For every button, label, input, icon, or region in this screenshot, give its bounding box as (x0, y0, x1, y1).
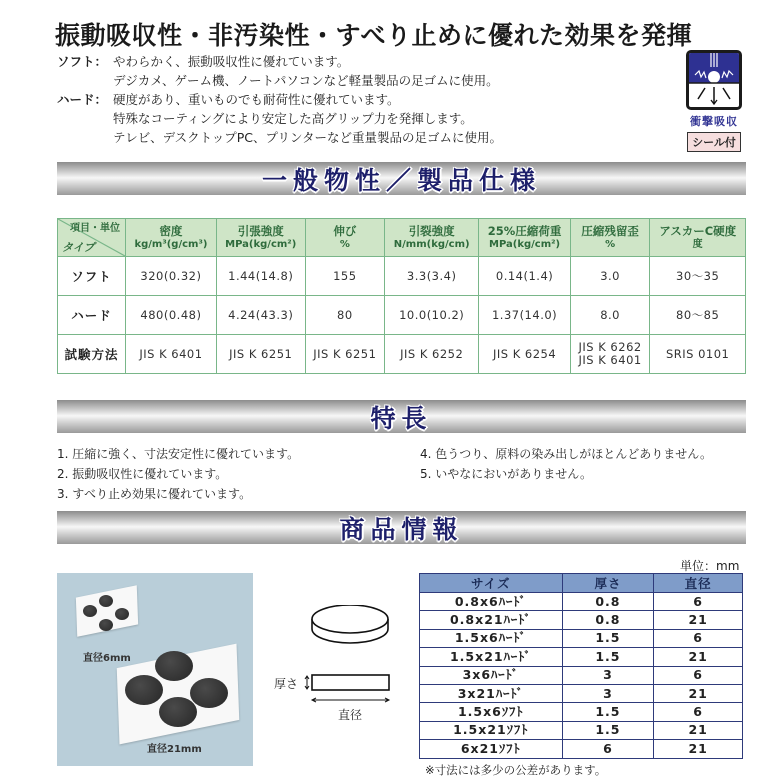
large-pad (159, 697, 197, 727)
section-title-features: 特長 (370, 403, 433, 433)
thickness-cell: 1.5 (562, 721, 654, 739)
section-bar-features (57, 400, 746, 433)
small-pad (115, 608, 129, 620)
spec-cell: 10.0(10.2) (385, 296, 479, 335)
diameter-cell: 6 (654, 629, 743, 647)
large-pad (155, 651, 193, 681)
spec-cell: JIS K 6251 (305, 335, 385, 374)
spec-cell: JIS K 6251 (216, 335, 305, 374)
intro-description (57, 52, 502, 147)
feature-list-left (57, 444, 299, 504)
col-header-size: サイズ (420, 574, 563, 593)
shock-absorption-icon (686, 50, 742, 110)
unit-label: 単位：mm (680, 559, 740, 573)
diameter-cell: 6 (654, 703, 743, 721)
thickness-cell: 1.5 (562, 648, 654, 666)
spec-table (57, 218, 746, 374)
product-table (419, 573, 743, 759)
small-pad (99, 619, 113, 631)
row-type: ソフト (58, 257, 126, 296)
size-cell: 1.5x21ｿﾌﾄ (420, 721, 563, 739)
product-row (420, 703, 743, 721)
product-row (420, 629, 743, 647)
product-row (420, 684, 743, 702)
badge-caption: 衝撃吸収 (690, 115, 738, 128)
size-cell: 3x21ﾊｰﾄﾞ (420, 684, 563, 702)
intro-label-hard: ハード： (57, 92, 108, 107)
row-type: 試験方法 (58, 335, 126, 374)
product-row (420, 721, 743, 739)
spec-col-header: 25%圧縮荷重 MPa(kg/cm²) (479, 219, 571, 257)
diameter-cell: 21 (654, 648, 743, 666)
size-cell: 0.8x6ﾊｰﾄﾞ (420, 593, 563, 611)
spec-col-header: 引張強度 MPa(kg/cm²) (216, 219, 305, 257)
photo-label-6mm: 直径6mm (83, 653, 131, 664)
spec-header-row (58, 219, 746, 257)
feature-item: 5. いやなにおいがありません。 (420, 467, 592, 481)
thickness-cell: 1.5 (562, 629, 654, 647)
spec-col-header: 伸び % (305, 219, 385, 257)
thickness-cell: 0.8 (562, 593, 654, 611)
small-pad (83, 605, 97, 617)
spec-cell: 8.0 (570, 296, 650, 335)
feature-list-right (420, 444, 712, 484)
diameter-cell: 21 (654, 611, 743, 629)
corner-item-unit: 項目・単位 (70, 223, 120, 234)
intro-text: デジカメ、ゲーム機、ノートパソコンなど軽量製品の足ゴムに使用。 (113, 73, 499, 88)
corner-type: タイプ (62, 241, 95, 254)
feature-item: 1. 圧縮に強く、寸法安定性に優れています。 (57, 447, 300, 461)
spec-row-soft (58, 257, 746, 296)
intro-row (57, 128, 502, 147)
col-header-diameter: 直径 (654, 574, 743, 593)
feature-item: 2. 振動吸収性に優れています。 (57, 467, 228, 481)
product-photo (57, 573, 253, 766)
spec-row-hard (58, 296, 746, 335)
product-row (420, 648, 743, 666)
spec-cell: 3.3(3.4) (385, 257, 479, 296)
diameter-label: 直径 (338, 708, 363, 722)
spec-cell: 0.14(1.4) (479, 257, 571, 296)
feature-badge (686, 50, 742, 152)
spec-col-header: 引裂強度 N/mm(kg/cm) (385, 219, 479, 257)
diameter-cell: 21 (654, 740, 743, 758)
thickness-cell: 1.5 (562, 703, 654, 721)
size-cell: 1.5x6ﾊｰﾄﾞ (420, 629, 563, 647)
product-row (420, 593, 743, 611)
size-cell: 1.5x6ｿﾌﾄ (420, 703, 563, 721)
thickness-cell: 3 (562, 666, 654, 684)
feature-item: 4. 色うつり、原料の染み出しがほとんどありません。 (420, 447, 712, 461)
size-cell: 3x6ﾊｰﾄﾞ (420, 666, 563, 684)
thickness-label: 厚さ (274, 677, 299, 691)
tolerance-note: ※寸法には多少の公差があります。 (425, 763, 607, 777)
photo-label-21mm: 直径21mm (147, 744, 202, 755)
section-title-specs: 一般物性／製品仕様 (261, 165, 541, 195)
spec-cell: JIS K 6254 (479, 335, 571, 374)
intro-text: 特殊なコーティングにより安定した高グリップ力を発揮します。 (113, 111, 473, 126)
spec-col-header: 密度 kg/m³(g/cm³) (126, 219, 217, 257)
product-header-row (420, 574, 743, 593)
intro-row (57, 52, 502, 71)
spec-cell: SRIS 0101 (650, 335, 746, 374)
large-pad (190, 678, 228, 708)
diameter-cell: 21 (654, 721, 743, 739)
intro-text: 硬度があり、重いものでも耐荷性に優れています。 (113, 92, 400, 107)
small-pad (99, 595, 113, 607)
intro-label-soft: ソフト： (57, 54, 108, 69)
feature-item: 3. すべり止め効果に優れています。 (57, 487, 252, 501)
spec-cell: 1.37(14.0) (479, 296, 571, 335)
section-title-product: 商品情報 (339, 514, 464, 544)
section-bar-specs (57, 162, 746, 195)
spec-cell: 3.0 (570, 257, 650, 296)
large-pad (125, 675, 163, 705)
intro-text: テレビ、デスクトップPC、プリンターなど重量製品の足ゴムに使用。 (113, 130, 503, 145)
sticker-tag: シール付 (687, 132, 741, 152)
diameter-cell: 6 (654, 593, 743, 611)
spec-row-test-method (58, 335, 746, 374)
diameter-cell: 21 (654, 684, 743, 702)
size-cell: 1.5x21ﾊｰﾄﾞ (420, 648, 563, 666)
product-row (420, 611, 743, 629)
spec-cell: 30〜35 (650, 257, 746, 296)
thickness-cell: 3 (562, 684, 654, 702)
col-header-thickness: 厚さ (562, 574, 654, 593)
spec-cell: 80〜85 (650, 296, 746, 335)
spec-cell: 155 (305, 257, 385, 296)
spec-cell: 4.24(43.3) (216, 296, 305, 335)
product-row (420, 740, 743, 758)
size-cell: 6x21ｿﾌﾄ (420, 740, 563, 758)
product-row (420, 666, 743, 684)
spec-corner-cell (58, 219, 126, 257)
diameter-cell: 6 (654, 666, 743, 684)
thickness-cell: 0.8 (562, 611, 654, 629)
spec-col-header: 圧縮残留歪 % (570, 219, 650, 257)
spec-cell: JIS K 6252 (385, 335, 479, 374)
spec-cell: JIS K 6401 (126, 335, 217, 374)
intro-row (57, 109, 502, 128)
spec-col-header: アスカーC硬度 度 (650, 219, 746, 257)
dimension-diagram (268, 605, 408, 735)
size-cell: 0.8x21ﾊｰﾄﾞ (420, 611, 563, 629)
intro-row (57, 90, 502, 109)
spec-cell: JIS K 6262 JIS K 6401 (570, 335, 650, 374)
page-headline: 振動吸収性・非汚染性・すべり止めに優れた効果を発揮 (55, 21, 693, 50)
spec-cell: 480(0.48) (126, 296, 217, 335)
spec-cell: 1.44(14.8) (216, 257, 305, 296)
intro-text: やわらかく、振動吸収性に優れています。 (113, 54, 350, 69)
intro-row (57, 71, 502, 90)
section-bar-product (57, 511, 746, 544)
spec-cell: 320(0.32) (126, 257, 217, 296)
spec-cell: 80 (305, 296, 385, 335)
thickness-cell: 6 (562, 740, 654, 758)
row-type: ハード (58, 296, 126, 335)
